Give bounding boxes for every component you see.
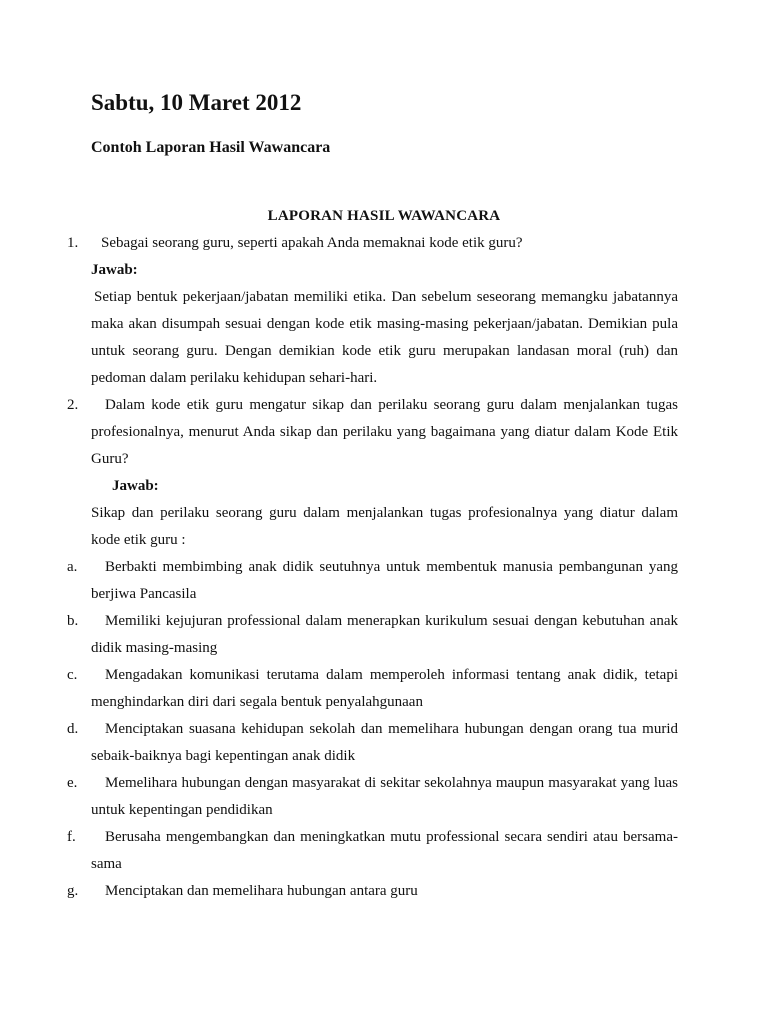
list-item <box>0 662 678 716</box>
answer-label: Jawab: <box>91 262 138 278</box>
question-text: Sebagai seorang guru, seperti apakah Anda memaknai kode etik guru? <box>101 235 523 251</box>
list-item-text: Berusaha mengembangkan dan meningkatkan mutu professional secara sendiri atau bersama-sama <box>91 829 678 872</box>
question-item-1 <box>0 230 678 257</box>
list-item <box>0 824 678 878</box>
list-item-text: Memelihara hubungan dengan masyarakat di sekitar sekolahnya maupun masyarakat yang luas untuk kepentingan pendidikan <box>91 775 678 818</box>
answer-text: Setiap bentuk pekerjaan/jabatan memiliki etika. Dan sebelum seseorang memangku jabatannya maka akan disumpah sesuai dengan kode etik masing-masing pekerjaan/jabatan. Demikian pula untuk seorang guru. Dengan demikian kode etik guru merupakan landasan moral (ruh) dan pedoman dalam perilaku kehidupan sehari-hari. <box>91 289 678 386</box>
list-marker: a. <box>67 559 78 575</box>
post-title: Contoh Laporan Hasil Wawancara <box>91 139 331 156</box>
question-text: Dalam kode etik guru mengatur sikap dan perilaku seorang guru dalam menjalankan tugas profesionalnya, menurut Anda sikap dan perilaku yang bagaimana yang diatur dalam Kode Etik Guru? <box>91 397 678 467</box>
list-marker: e. <box>67 775 78 791</box>
list-item-text: Memiliki kejujuran professional dalam menerapkan kurikulum sesuai dengan kebutuhan anak didik masing-masing <box>91 613 678 656</box>
list-item <box>0 878 678 905</box>
list-item <box>0 770 678 824</box>
list-marker: d. <box>67 721 79 737</box>
question-item-2 <box>0 392 678 473</box>
question-number: 2. <box>67 397 79 413</box>
report-heading: LAPORAN HASIL WAWANCARA <box>267 208 501 224</box>
list-item-text: Berbakti membimbing anak didik seutuhnya untuk membentuk manusia pembangunan yang berjiwa Pancasila <box>91 559 678 602</box>
post-date-title: Sabtu, 10 Maret 2012 <box>91 90 302 115</box>
list-marker: g. <box>67 883 79 899</box>
question-number: 1. <box>67 235 79 251</box>
list-item-text: Mengadakan komunikasi terutama dalam memperoleh informasi tentang anak didik, tetapi menghindarkan diri dari segala bentuk penyalahgunaan <box>91 667 678 710</box>
list-item <box>0 608 678 662</box>
list-item <box>0 716 678 770</box>
list-marker: c. <box>67 667 78 683</box>
answer-label: Jawab: <box>112 478 159 494</box>
list-marker: f. <box>67 829 76 845</box>
report-content <box>0 230 768 905</box>
list-item-text: Menciptakan suasana kehidupan sekolah dan memelihara hubungan dengan orang tua murid sebaik-baiknya bagi kepentingan anak didik <box>91 721 678 764</box>
answer-text: Sikap dan perilaku seorang guru dalam menjalankan tugas profesionalnya yang diatur dalam kode etik guru : <box>91 505 678 548</box>
list-item-text: Menciptakan dan memelihara hubungan antara guru <box>105 883 418 899</box>
list-marker: b. <box>67 613 79 629</box>
list-item <box>0 554 678 608</box>
